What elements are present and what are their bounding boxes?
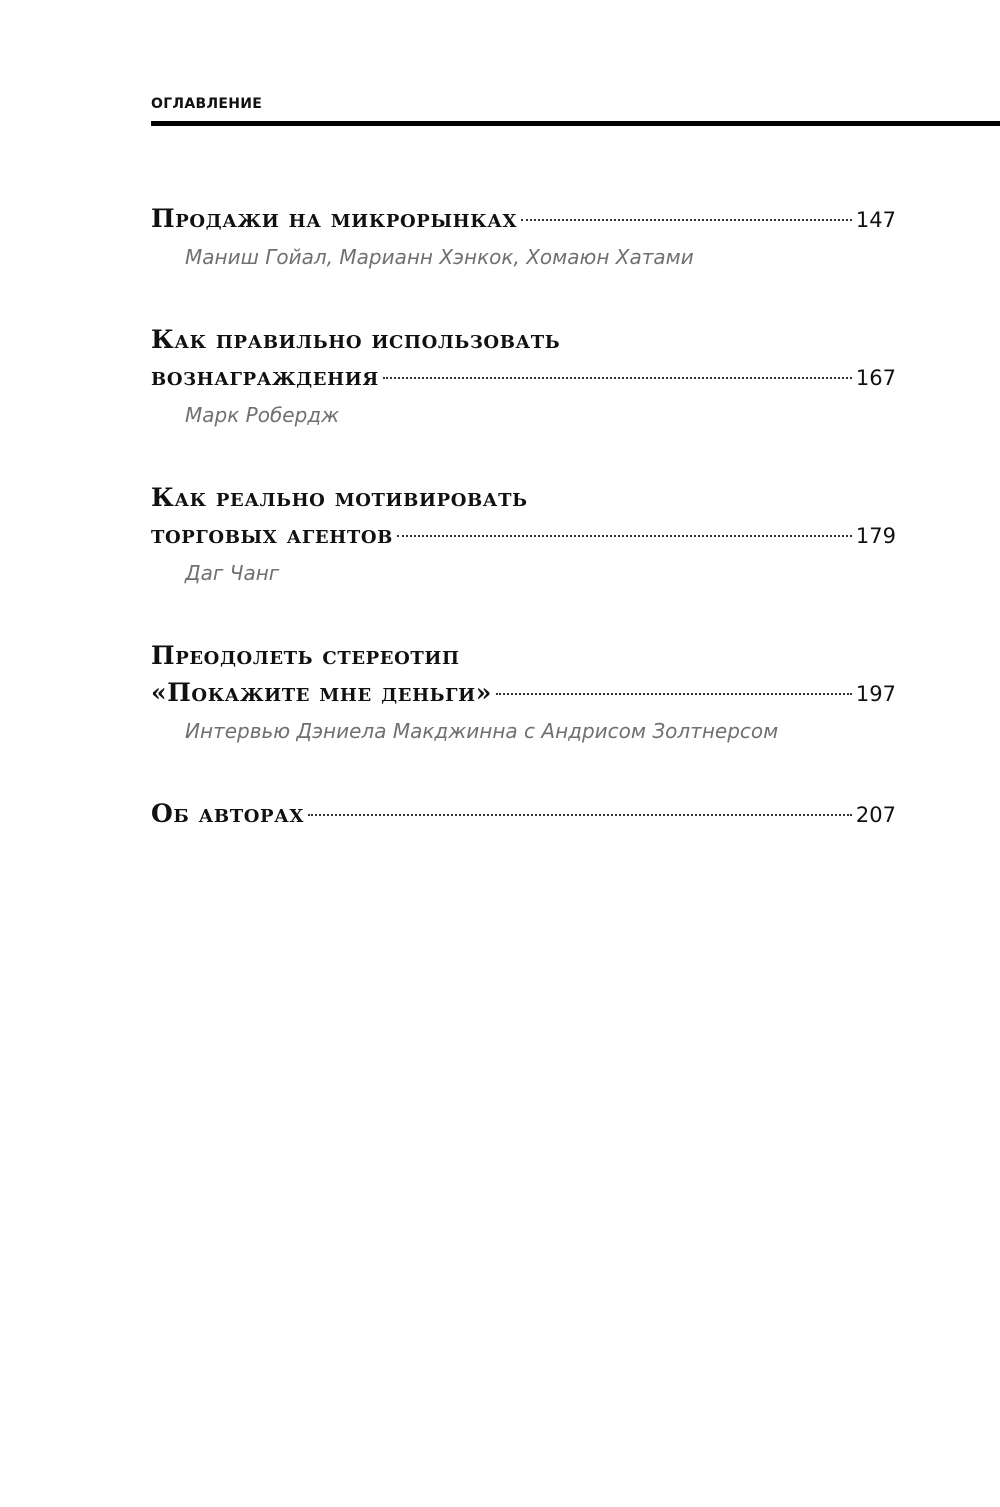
dot-leader <box>496 693 852 695</box>
toc-entry <box>151 479 896 593</box>
toc-entry-title[interactable]: Преодолеть стереотип <box>151 641 460 670</box>
toc-entry-line <box>151 674 896 711</box>
toc-page-number[interactable]: 207 <box>855 803 896 827</box>
toc-entry-line <box>151 516 896 553</box>
toc-entry-authors: Маниш Гойал, Марианн Хэнкок, Хомаюн Хатами <box>185 245 694 269</box>
toc-page-number[interactable]: 147 <box>855 208 896 232</box>
toc-page-number[interactable]: 179 <box>855 524 896 548</box>
running-head: ОГЛАВЛЕНИЕ <box>151 96 263 112</box>
toc-entry-title[interactable]: Как правильно использовать <box>151 325 561 354</box>
toc-entry-title[interactable]: Об авторах <box>151 799 304 828</box>
toc-entry <box>151 321 896 435</box>
toc-entry <box>151 795 896 832</box>
toc-entry-line <box>151 637 896 674</box>
toc-entry-line <box>151 200 896 237</box>
toc-entry <box>151 637 896 751</box>
toc-entry-line <box>151 479 896 516</box>
toc-entry-line <box>151 358 896 395</box>
toc-entry <box>151 200 896 277</box>
dot-leader <box>397 535 852 537</box>
toc-entry-authors: Даг Чанг <box>185 561 280 585</box>
toc-entry-title-continued[interactable]: торговых агентов <box>151 520 393 549</box>
dot-leader <box>308 814 852 816</box>
toc-page-number[interactable]: 197 <box>855 682 896 706</box>
dot-leader <box>521 219 852 221</box>
toc-entry-line <box>151 321 896 358</box>
table-of-contents <box>151 200 896 876</box>
header-rule <box>151 121 1000 126</box>
toc-entry-title-continued[interactable]: «Покажите мне деньги» <box>151 678 492 707</box>
toc-entry-authors: Интервью Дэниела Макджинна с Андрисом Золтнерсом <box>185 719 779 743</box>
toc-page-number[interactable]: 167 <box>855 366 896 390</box>
toc-entry-line <box>151 795 896 832</box>
toc-entry-title[interactable]: Продажи на микрорынках <box>151 204 518 233</box>
dot-leader <box>383 377 852 379</box>
toc-entry-authors: Марк Робердж <box>185 403 340 427</box>
toc-entry-title[interactable]: Как реально мотивировать <box>151 483 528 512</box>
toc-entry-title-continued[interactable]: вознаграждения <box>151 362 379 391</box>
